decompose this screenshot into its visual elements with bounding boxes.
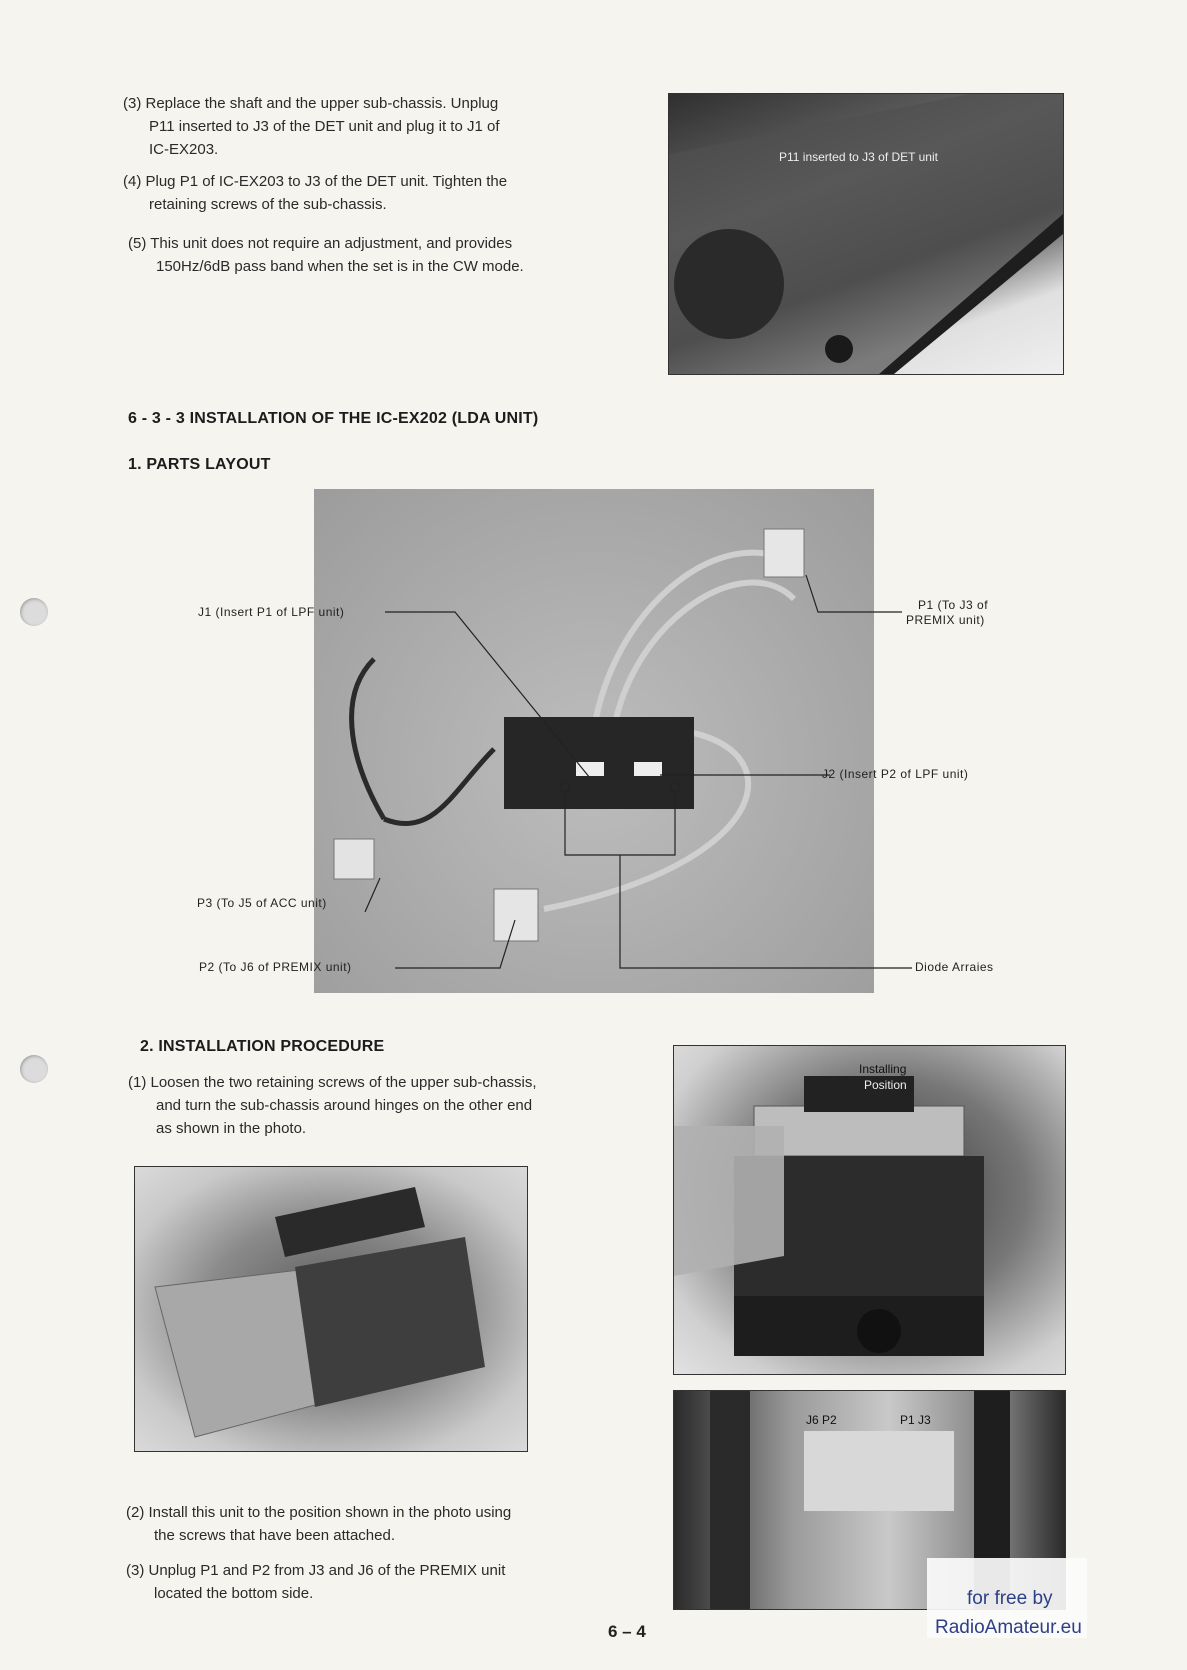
open-radio-illustration [135,1167,527,1451]
binder-hole-top [20,598,48,626]
label-j1: J1 (Insert P1 of LPF unit) [198,605,345,619]
install-label-2: Position [864,1078,907,1092]
install-label-1: Installing [859,1062,907,1076]
label-j2: J2 (Insert P2 of LPF unit) [822,767,969,781]
photo1-caption: P11 inserted to J3 of DET unit [779,150,938,164]
label-p2: P2 (To J6 of PREMIX unit) [199,960,352,974]
label-p1-line2: PREMIX unit) [906,613,985,627]
step3-text: (3) Replace the shaft and the upper sub-chassis. Unplug P11 inserted to J3 of the DET unit and plug it to J1 of IC-EX203. [123,95,500,158]
binder-hole-bottom [20,1055,48,1083]
label-diode-arraies: Diode Arraies [915,960,994,974]
lda-unit-illustration [314,489,874,993]
step4-text: (4) Plug P1 of IC-EX203 to J3 of the DET unit. Tighten the retaining screws of the sub-chassis. [123,173,508,213]
bottom-label-left: J6 P2 [806,1413,837,1427]
step5-text: (5) This unit does not require an adjustment, and provides 150Hz/6dB pass band when the set is in the CW mode. [128,235,524,275]
open-subchassis-photo [134,1166,528,1452]
parts-layout-photo [314,489,874,993]
procedure-heading: 2. INSTALLATION PROCEDURE [140,1038,385,1055]
radio-chassis-illustration [669,94,1063,374]
section-heading: 6 - 3 - 3 INSTALLATION OF THE IC-EX202 (LDA UNIT) [128,410,539,427]
watermark-line1: for free by [967,1588,1053,1609]
watermark-link[interactable]: RadioAmateur.eu [935,1617,1082,1638]
top-view-radio-illustration [674,1046,1065,1374]
procedure-step2: (2) Install this unit to the position shown in the photo using the screws that have been attached. [126,1504,512,1544]
bottom-label-right: P1 J3 [900,1413,931,1427]
parts-layout-heading: 1. PARTS LAYOUT [128,456,271,473]
page-number: 6 – 4 [608,1622,646,1641]
installing-position-photo [673,1045,1066,1375]
procedure-step3: (3) Unplug P1 and P2 from J3 and J6 of the PREMIX unit located the bottom side. [126,1562,506,1602]
label-p3: P3 (To J5 of ACC unit) [197,896,327,910]
det-unit-photo [668,93,1064,375]
procedure-step1: (1) Loosen the two retaining screws of the upper sub-chassis, and turn the sub-chassis around hinges on the other end as shown in the photo. [128,1074,537,1137]
label-p1-line1: P1 (To J3 of [918,598,989,612]
